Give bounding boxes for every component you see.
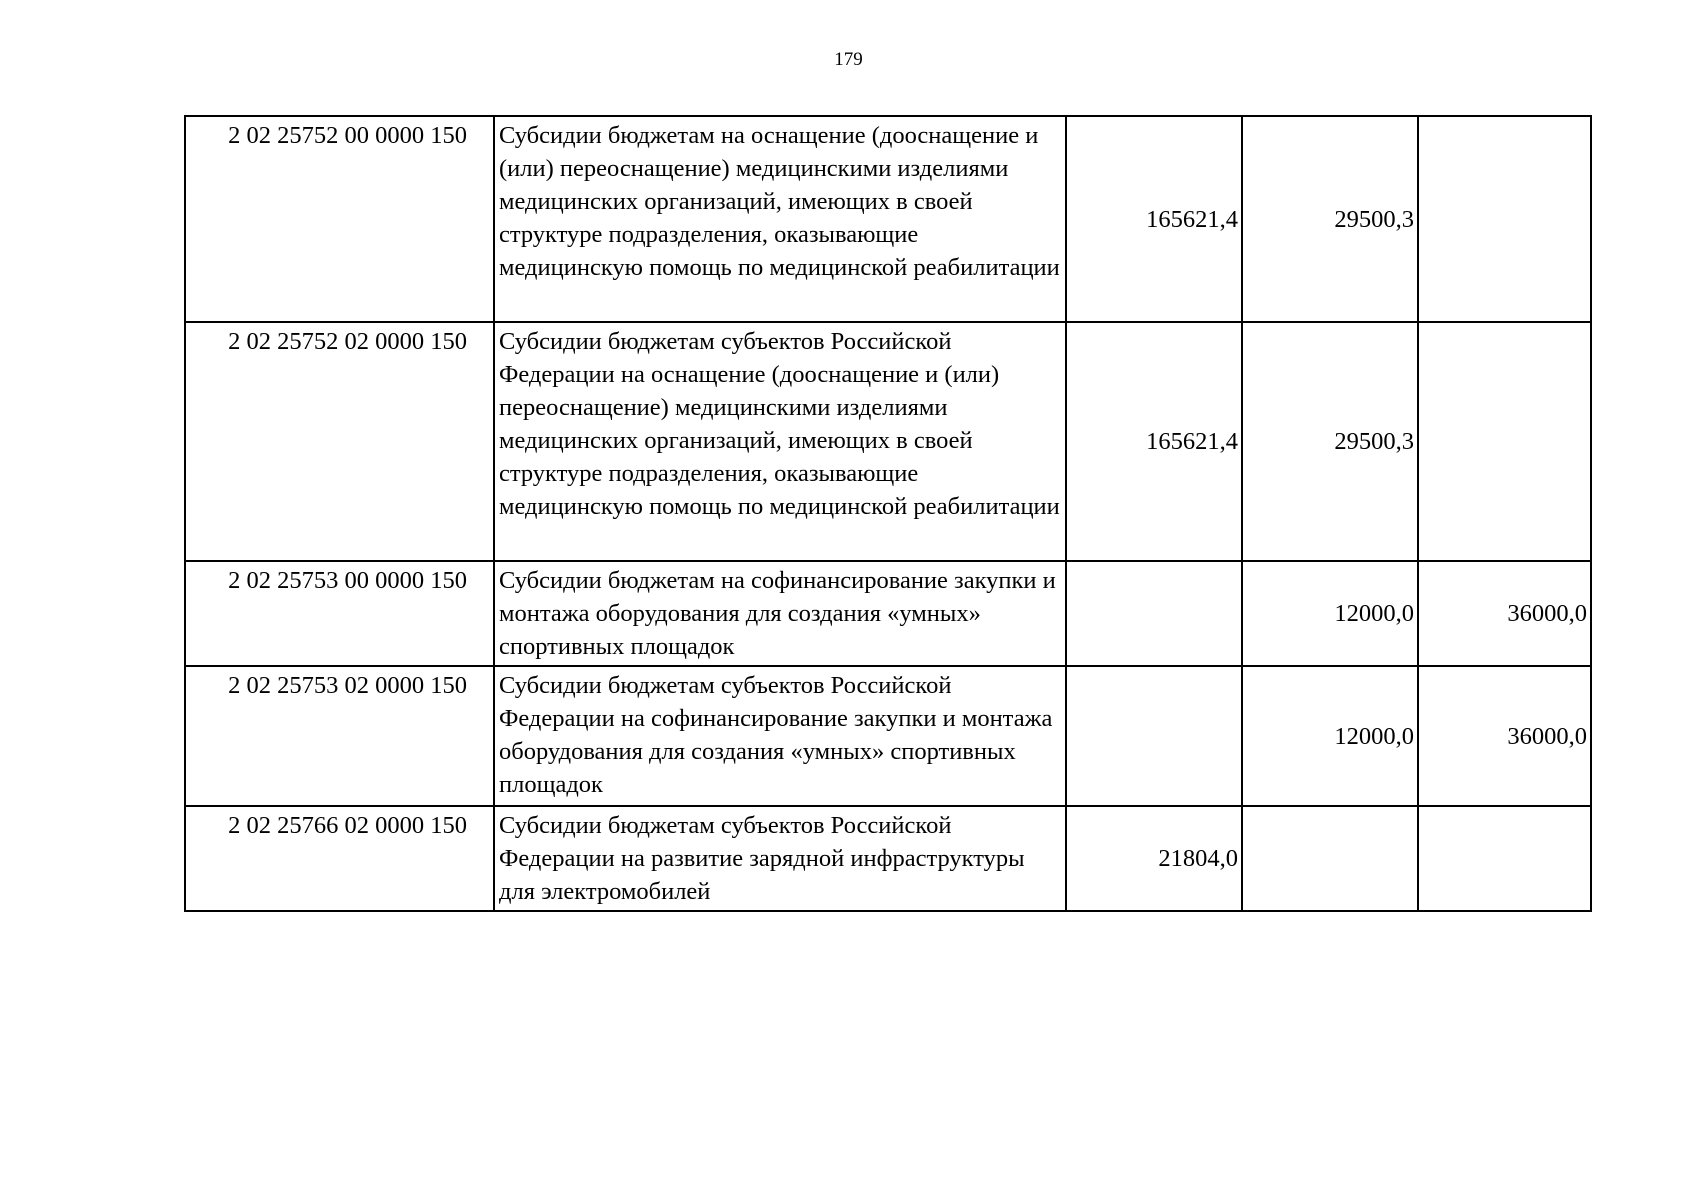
amount-col-1: [1066, 666, 1242, 806]
amount-col-3: 36000,0: [1418, 561, 1591, 666]
budget-code: 2 02 25766 02 0000 150: [185, 806, 494, 911]
amount-col-1: 165621,4: [1066, 322, 1242, 561]
amount-col-3: [1418, 322, 1591, 561]
table-row: [185, 806, 1591, 911]
amount-col-3: [1418, 806, 1591, 911]
table-row: [185, 322, 1591, 561]
amount-col-3: [1418, 116, 1591, 322]
budget-code: 2 02 25752 02 0000 150: [185, 322, 494, 561]
amount-col-1: 21804,0: [1066, 806, 1242, 911]
amount-col-2: 29500,3: [1242, 322, 1418, 561]
budget-description: Субсидии бюджетам субъектов Российской Федерации на софинансирование закупки и монтажа оборудования для создания «умных» спортивных площадок: [494, 666, 1066, 806]
budget-code: 2 02 25753 02 0000 150: [185, 666, 494, 806]
budget-table: [184, 115, 1592, 912]
amount-col-2: 29500,3: [1242, 116, 1418, 322]
budget-description: Субсидии бюджетам на оснащение (дооснащение и (или) переоснащение) медицинскими изделиями медицинских организаций, имеющих в своей структуре подразделения, оказывающие медицинскую помощь по медицинской реабилитации: [494, 116, 1066, 322]
budget-code: 2 02 25753 00 0000 150: [185, 561, 494, 666]
amount-col-1: 165621,4: [1066, 116, 1242, 322]
budget-description: Субсидии бюджетам субъектов Российской Федерации на оснащение (дооснащение и (или) переоснащение) медицинскими изделиями медицинских организаций, имеющих в своей структуре подразделения, оказывающие медицинскую помощь по медицинской реабилитации: [494, 322, 1066, 561]
table-row: [185, 116, 1591, 322]
budget-description: Субсидии бюджетам на софинансирование закупки и монтажа оборудования для создания «умных» спортивных площадок: [494, 561, 1066, 666]
budget-code: 2 02 25752 00 0000 150: [185, 116, 494, 322]
amount-col-1: [1066, 561, 1242, 666]
table-row: [185, 561, 1591, 666]
amount-col-2: 12000,0: [1242, 561, 1418, 666]
page-number: 179: [834, 49, 863, 70]
amount-col-3: 36000,0: [1418, 666, 1591, 806]
amount-col-2: [1242, 806, 1418, 911]
budget-description: Субсидии бюджетам субъектов Российской Федерации на развитие зарядной инфраструктуры для электромобилей: [494, 806, 1066, 911]
amount-col-2: 12000,0: [1242, 666, 1418, 806]
table-row: [185, 666, 1591, 806]
